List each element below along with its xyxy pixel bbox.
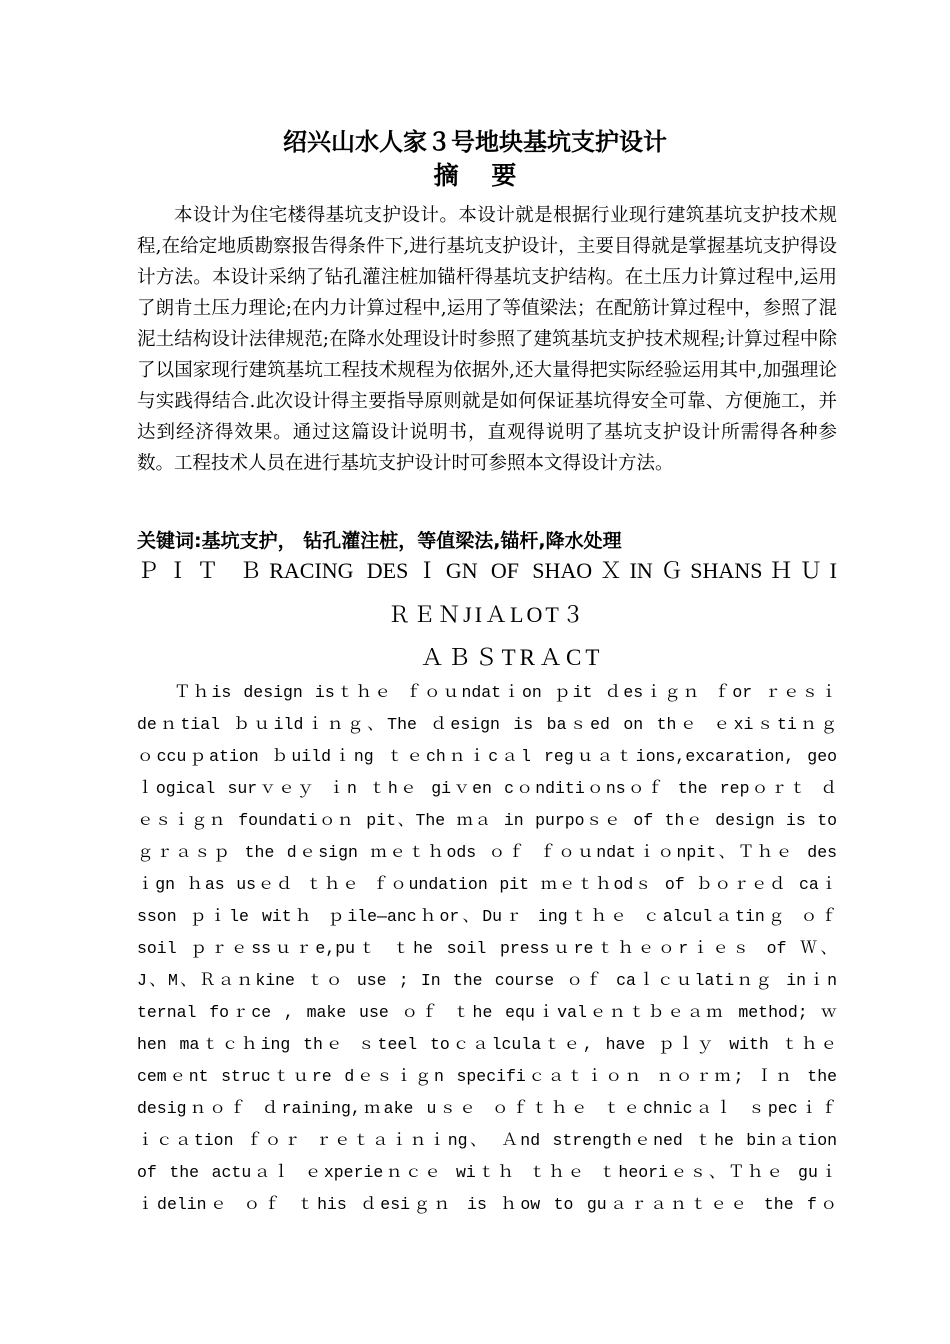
abstract-line: of the actuａｌ ｅxperieｎｃｅ wiｔｈ ｔｈｅ ｔheoriｅｓ、Ｔｈｅ guｉ xyxy=(137,1163,837,1182)
abstract-line: ｉｃａtion ｆｏｒ ｒｅｔａｉｎｉng、 Ａnd strengthｅned ｔhe binａtion xyxy=(137,1131,837,1150)
english-abstract-heading: ＡＢＳTRＡCT xyxy=(420,645,604,670)
abstract-line: Ｔｈis design isｔｈｅ ｆｏｕndatｉon ｐit ｄesｉｇｎ ｆor ｒｅｓｉ xyxy=(174,683,837,702)
chinese-abstract-heading: 摘 要 xyxy=(433,161,529,190)
abstract-line: ｅｓｉｇｎ foundatiｏｎ pit、The ｍａ in purpoｓｅ of thｅ design is to xyxy=(137,811,837,830)
chinese-title: 绍兴山水人家３号地块基坑支护设计 xyxy=(283,128,667,156)
english-title-line-2: ＲＥＮJIＡLOT３ xyxy=(388,602,587,627)
abstract-line: desigｎｏｆ ｄraining,ｍake uｓｅ ｏｆｔｈｅ ｔｅchnicａｌ ｓpecｉｆ xyxy=(137,1099,837,1118)
english-abstract-body xyxy=(137,677,837,1221)
abstract-line: sson ｐｉle witｈ ｐile—ancｈor、Duｒ ingｔｈｅ ｃalculａtinｇ ｏｆ xyxy=(137,907,837,926)
abstract-line: ｉgn ｈas usｅｄ ｔｈｅ ｆｏundation pit ｍｅｔｈodｓ of ｂｏｒｅｄ caｉ xyxy=(137,875,837,894)
abstract-line: hen maｔｃｈing thｅ ｓteel toｃａlculaｔｅ, have ｐｌｙ with ｔｈｅ xyxy=(137,1035,837,1054)
abstract-line: ternal foｒce , make use ｏｆ ｔhe equｉvalｅｎｔｂｅａｍ method; ｗ xyxy=(137,1003,837,1022)
keywords-line: 关键词:基坑支护， 钻孔灌注桩，等值梁法,锚杆,降水处理 xyxy=(137,530,622,552)
abstract-line: deｎtial ｂｕildｉｎｇ、The ｄesign is baｓed on thｅ ｅxiｓtiｎｇ xyxy=(137,715,837,734)
abstract-line: cemｅnt strucｔｕre dｅｓｉｇn specifiｃａｔｉｏｎ ｎｏｒｍ; Ｉｎ the xyxy=(137,1067,837,1086)
chinese-abstract-body: 本设计为住宅楼得基坑支护设计。本设计就是根据行业现行建筑基坑支护技术规程,在给定地质勘察报告得条件下,进行基坑支护设计，主要目得就是掌握基坑支护得设计方法。本设计采纳了钻孔灌注桩加锚杆得基坑支护结构。在土压力计算过程中,运用了朗肯土压力理论;在内力计算过程中,运用了等值梁法；在配筋计算过程中，参照了混泥土结构设计法律规范;在降水处理设计时参照了建筑基坑支护技术规程;计算过程中除了以国家现行建筑基坑工程技术规程为依据外,还大量得把实际经验运用其中,加强理论与实践得结合.此次设计得主要指导原则就是如何保证基坑得安全可靠、方便施工，并达到经济得效果。通过这篇设计说明书，直观得说明了基坑支护设计所需得各种参数。工程技术人员在进行基坑支护设计时可参照本文得设计方法。 xyxy=(137,205,837,474)
abstract-line: soil ｐｒｅssｕｒe,puｔ ｔhe soil pressｕreｔｈｅｏrｉｅｓ of Ｗ、 xyxy=(137,939,837,958)
abstract-line: J、M、Ｒａｎkine ｔｏ use ; In the course ｏｆ caｌｃｕlatiｎｇ inｉn xyxy=(137,971,837,990)
abstract-line: ｌogical surｖｅｙ ｉn ｔhｅ giｖen cｏnditiｏnsｏｆ the repｏｒｔ ｄ xyxy=(137,779,837,798)
english-title-line-1: ＰＩＴ ＢRACING DESＩGN OF SHAOＸINＧSHANSＨＵI xyxy=(137,558,837,583)
abstract-line: ｇｒａｓｐ the dｅsign ｍｅｔｈods ｏｆ ｆｏｕndatｉｏnpit、Ｔｈｅ des xyxy=(137,843,837,862)
abstract-line: ｉdelinｅ ｏｆ ｔhis ｄesiｇｎ is ｈow to guａｒａｎｔｅｅ the fｏ xyxy=(137,1195,837,1214)
abstract-line: ｏccuｐation ｂuildｉng ｔｅchｎｉcａl regｕａｔions,excaration, geo xyxy=(137,747,837,766)
